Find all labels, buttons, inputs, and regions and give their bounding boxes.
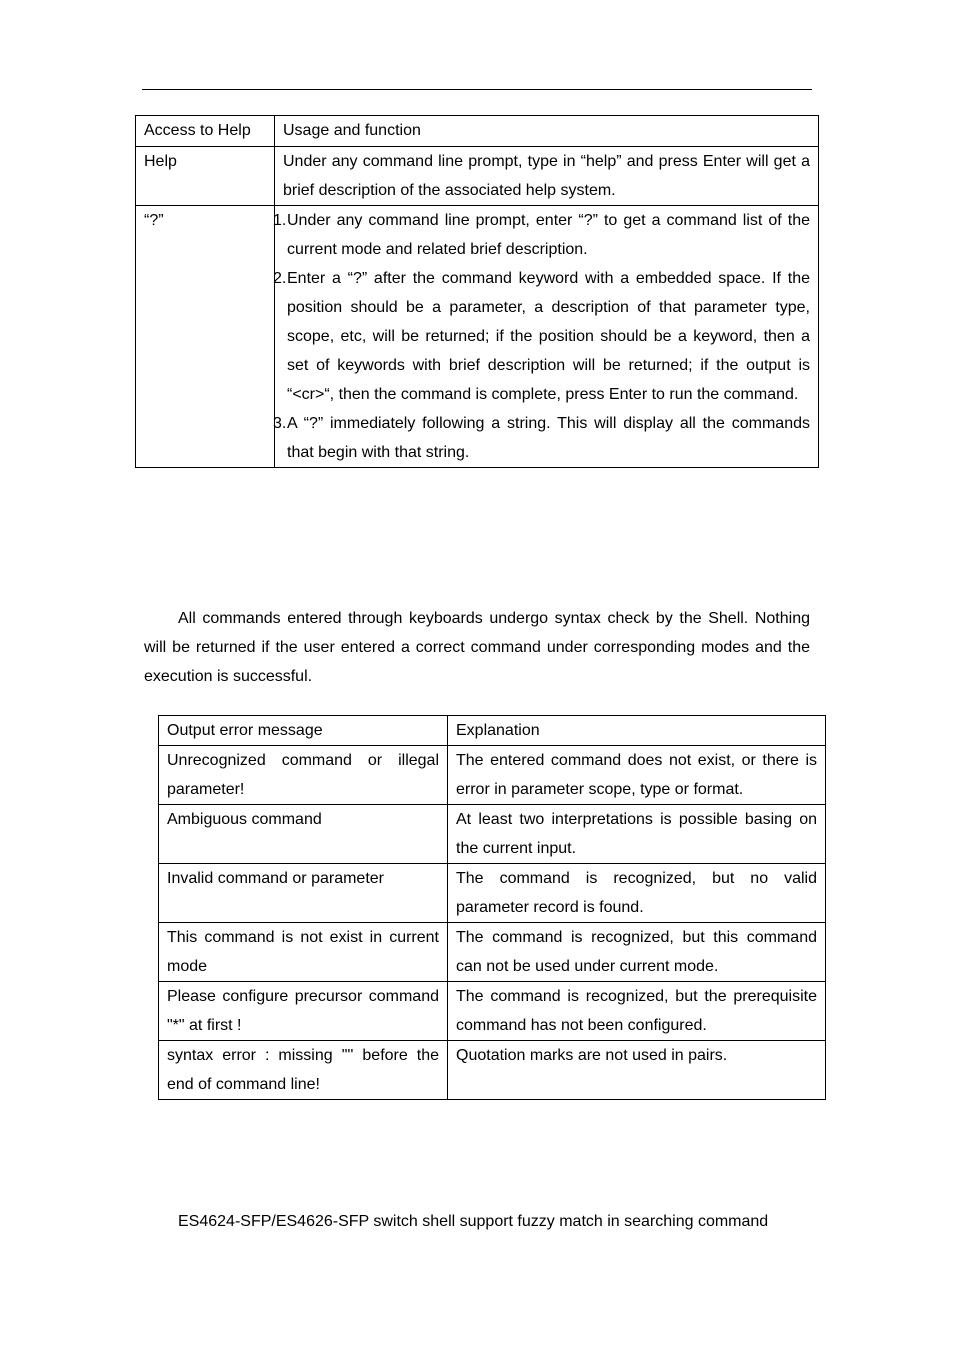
- question-usage: [275, 206, 819, 468]
- table-row: [136, 206, 819, 468]
- error-message: Ambiguous command: [159, 805, 448, 864]
- error-explanation: The entered command does not exist, or there is error in parameter scope, type or format.: [448, 746, 826, 805]
- question-access: “?”: [136, 206, 275, 468]
- error-explanation: The command is recognized, but this command can not be used under current mode.: [448, 923, 826, 982]
- error-message: Invalid command or parameter: [159, 864, 448, 923]
- error-message-table: [158, 715, 826, 1100]
- list-text: A “?” immediately following a string. This will display all the commands that begin with that string.: [287, 415, 810, 461]
- table-header-row: [159, 716, 826, 746]
- help-usage: Under any command line prompt, type in “help” and press Enter will get a brief description of the associated help system.: [275, 147, 819, 206]
- error-message: Please configure precursor command "*" at first !: [159, 982, 448, 1041]
- error-explanation: The command is recognized, but no valid parameter record is found.: [448, 864, 826, 923]
- table-row: [159, 923, 826, 982]
- header-access: Access to Help: [136, 116, 275, 147]
- table-row: [159, 982, 826, 1041]
- table-row: [159, 746, 826, 805]
- error-explanation: At least two interpretations is possible basing on the current input.: [448, 805, 826, 864]
- error-message: syntax error : missing '"' before the end of command line!: [159, 1041, 448, 1100]
- error-message: This command is not exist in current mode: [159, 923, 448, 982]
- help-access: Help: [136, 147, 275, 206]
- table-row: [159, 805, 826, 864]
- table-row: [159, 864, 826, 923]
- table-header-row: [136, 116, 819, 147]
- fuzzy-match-text: ES4624-SFP/ES4626-SFP switch shell support fuzzy match in searching command: [178, 1213, 769, 1230]
- help-table: [135, 115, 819, 468]
- list-text: Under any command line prompt, enter “?” to get a command list of the current mode and related brief description.: [287, 212, 810, 258]
- list-number: 2.: [273, 270, 287, 287]
- list-item: [273, 264, 810, 409]
- header-usage: Usage and function: [275, 116, 819, 147]
- header-explanation: Explanation: [448, 716, 826, 746]
- list-number: 1.: [273, 212, 287, 229]
- syntax-check-paragraph: All commands entered through keyboards undergo syntax check by the Shell. Nothing will be returned if the user entered a correct command under corresponding modes and the execution is successful.: [144, 610, 810, 685]
- list-item: [273, 206, 810, 264]
- table-row: [159, 1041, 826, 1100]
- list-number: 3.: [273, 415, 287, 432]
- list-text: Enter a “?” after the command keyword with a embedded space. If the position should be a parameter, a description of that parameter type, scope, etc, will be returned; if the position should be a keyword, then a set of keywords with brief description will be returned; if the output is “<cr>“, then the command is complete, press Enter to run the command.: [287, 270, 810, 403]
- header-message: Output error message: [159, 716, 448, 746]
- error-message: Unrecognized command or illegal parameter!: [159, 746, 448, 805]
- error-explanation: Quotation marks are not used in pairs.: [448, 1041, 826, 1100]
- table-row: [136, 147, 819, 206]
- header-rule: [142, 89, 812, 90]
- list-item: [273, 409, 810, 467]
- error-explanation: The command is recognized, but the prerequisite command has not been configured.: [448, 982, 826, 1041]
